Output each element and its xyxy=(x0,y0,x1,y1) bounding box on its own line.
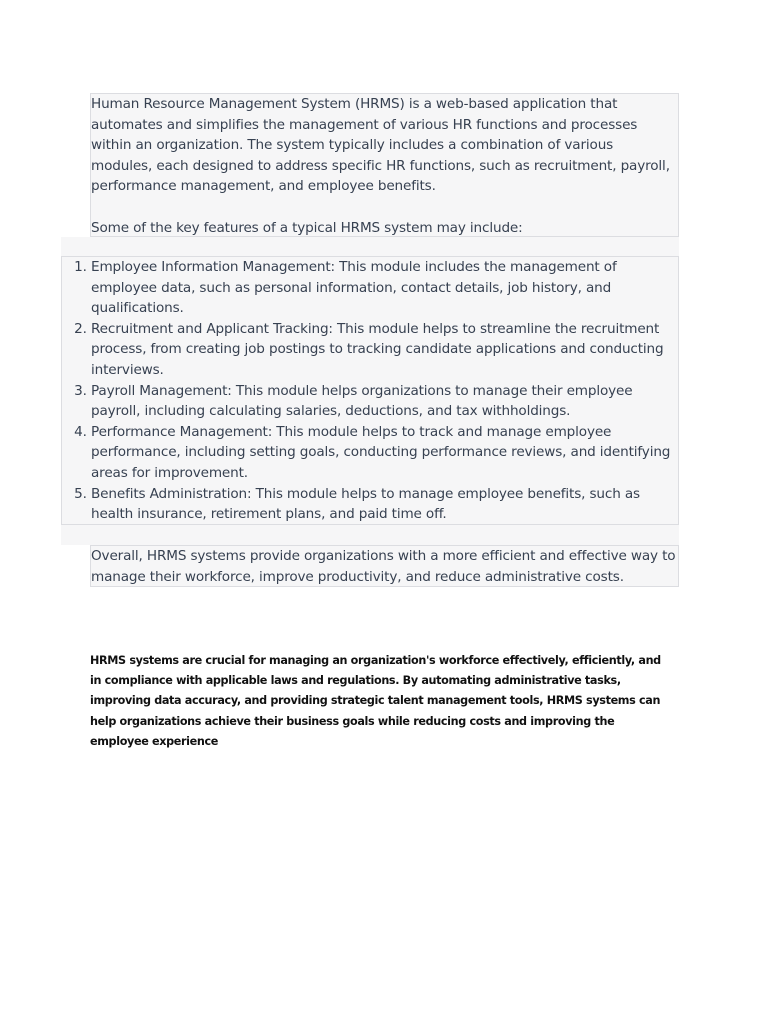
list-item: 5. Benefits Administration: This module helps to manage employee benefits, such as health insurance, retirement plans, and paid time off. xyxy=(91,484,678,525)
features-list-section xyxy=(61,256,679,525)
outro-paragraph: Overall, HRMS systems provide organizations with a more efficient and effective way to manage their workforce, improve productivity, and reduce administrative costs. xyxy=(91,548,676,585)
features-list xyxy=(62,257,678,525)
section-separator xyxy=(61,237,679,256)
section-separator xyxy=(61,525,679,545)
list-item: 3. Payroll Management: This module helps organizations to manage their employee payroll, including calculating salaries, deductions, and tax withholdings. xyxy=(91,381,678,422)
intro-paragraph: Human Resource Management System (HRMS) is a web-based application that automates and simplifies the management of various HR functions and processes within an organization. The system typically includes a combination of various modules, each designed to address specific HR functions, such as recruitment, payroll, performance management, and employee benefits. xyxy=(91,96,670,195)
list-item: 4. Performance Management: This module helps to track and manage employee performance, including setting goals, conducting performance reviews, and identifying areas for improvement. xyxy=(91,422,678,484)
features-lead-paragraph: Some of the key features of a typical HRMS system may include: xyxy=(91,219,523,236)
list-item: 1. Employee Information Management: This module includes the management of employee data, such as personal information, contact details, job history, and qualifications. xyxy=(91,257,678,319)
list-item: 2. Recruitment and Applicant Tracking: This module helps to streamline the recruitment process, from creating job postings to tracking candidate applications and conducting interviews. xyxy=(91,319,678,381)
summary-paragraph: HRMS systems are crucial for managing an organization's workforce effectively, efficiently, and in compliance with applicable laws and regulations. By automating administrative tasks, improving data accuracy, and providing strategic talent management tools, HRMS systems can help organizations achieve their business goals while reducing costs and improving the employee experience xyxy=(90,654,661,748)
outro-section xyxy=(90,545,679,587)
intro-section xyxy=(90,93,679,237)
